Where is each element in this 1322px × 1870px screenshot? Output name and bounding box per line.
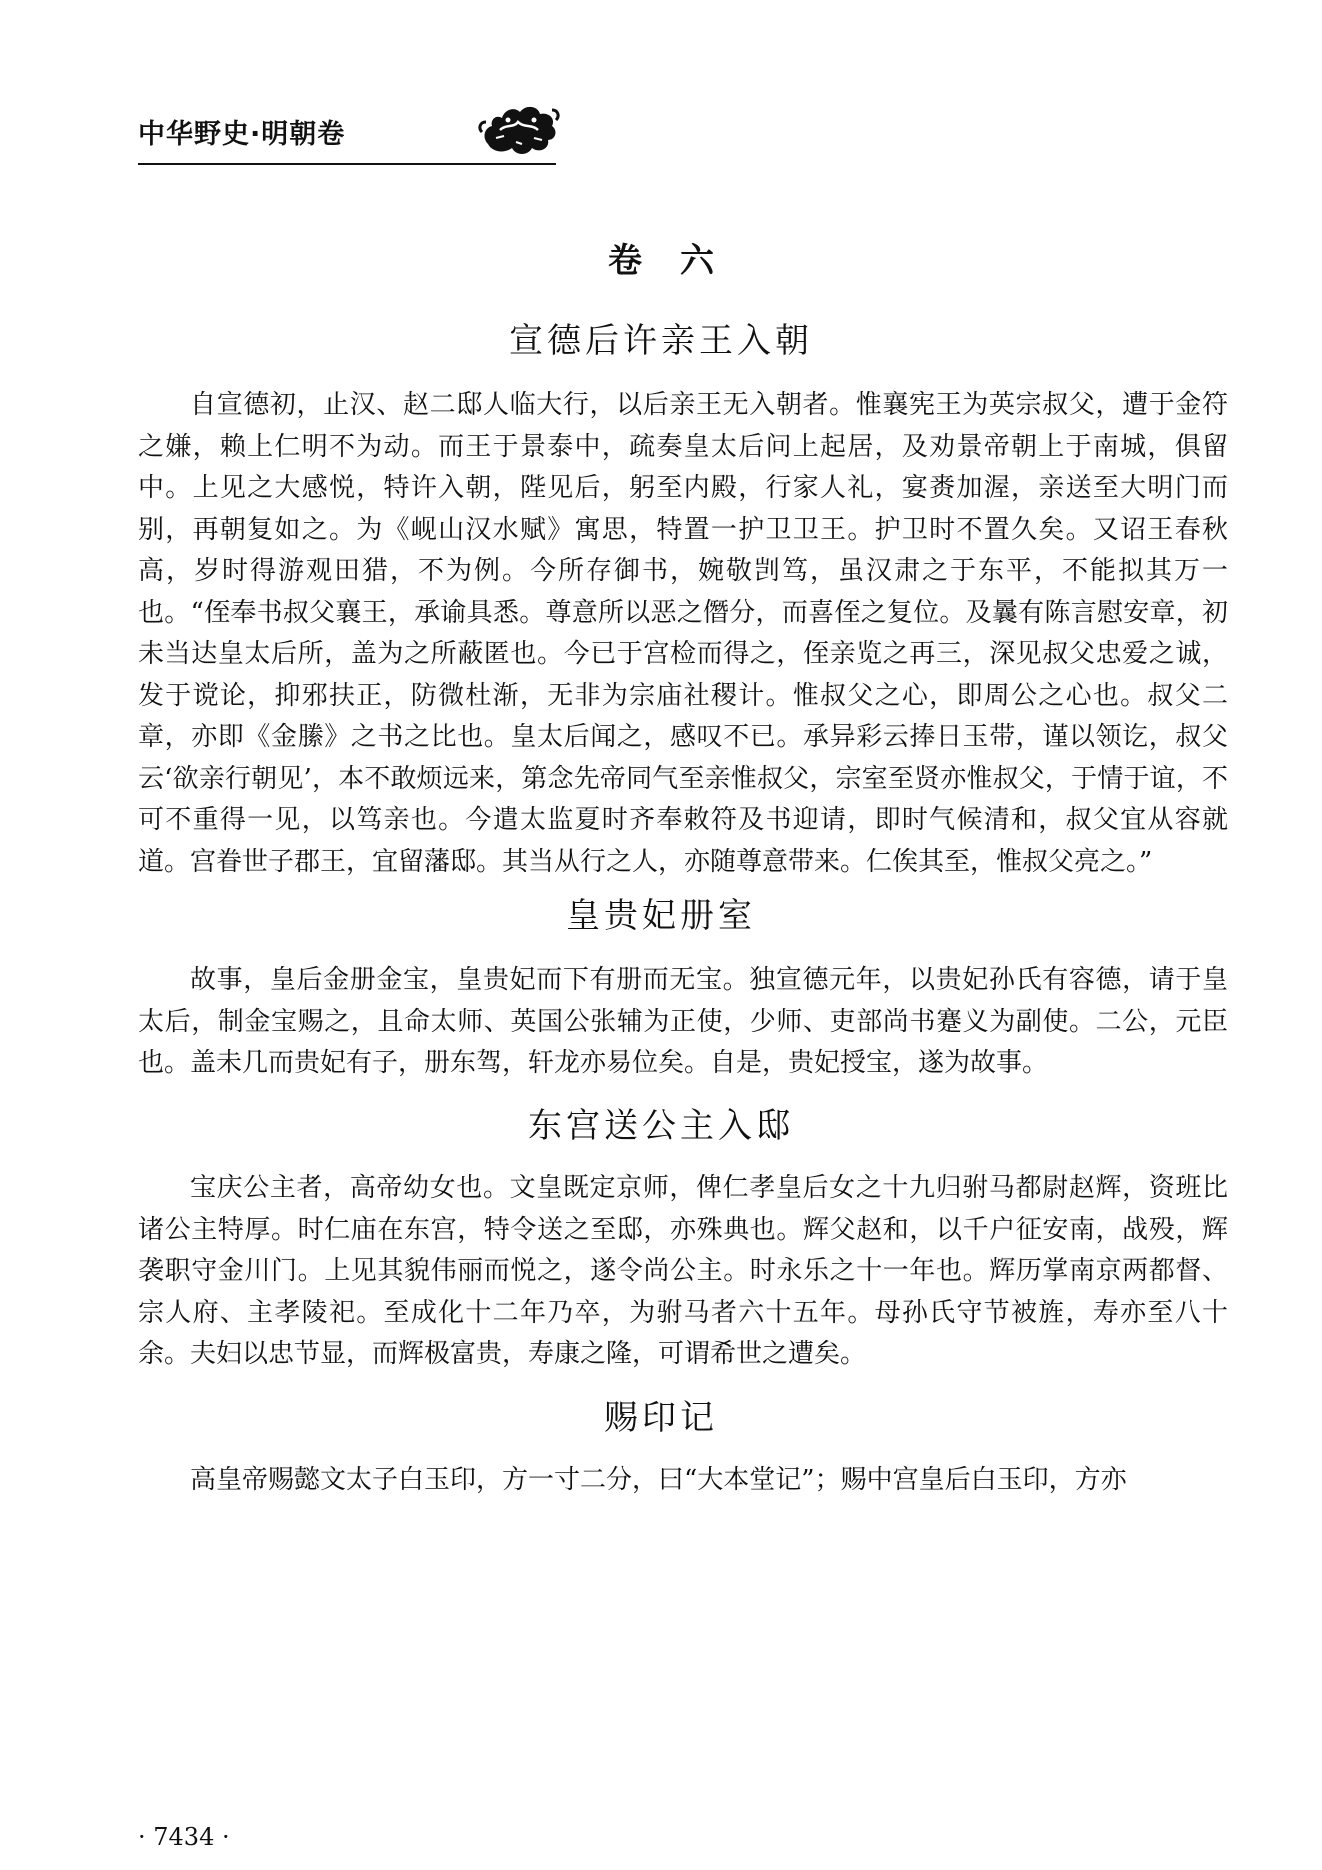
section-title: 东宫送公主入邸 (528, 1106, 794, 1146)
dragon-emblem-icon (478, 98, 560, 160)
section-paragraph: 高皇帝赐懿文太子白玉印，方一寸二分，曰“大本堂记”；赐中宫皇后白玉印，方亦 (190, 1465, 1127, 1495)
section-paragraph: 自宣德初，止汉、赵二邸人临大行，以后亲王无入朝者。惟襄宪王为英宗叔父，遭于金符之嫌，赖上仁明不为动。而王于景泰中，疏奏皇太后问上起居，及劝景帝朝上于南城，俱留中。上见之大感悦，特许入朝，陛见后，躬至内殿，行家人礼，宴赉加渥，亲送至大明门而别，再朝复如之。为《岘山汉水赋》寓思，特置一护卫卫王。护卫时不置久矣。又诏王春秋高，岁时得游观田猎，不为例。今所存御书，婉敬剀笃，虽汉肃之于东平，不能拟其万一也。“侄奉书叔父襄王，承谕具悉。尊意所以恶之僭分，而喜侄之复位。及曩有陈言慰安章，初未当达皇太后所，盖为之所蔽匿也。今已于宫检而得之，侄亲览之再三，深见叔父忠爱之诚，发于谠论，抑邪扶正，防微杜渐，无非为宗庙社稷计。惟叔父之心，即周公之心也。叔父二章，亦即《金縢》之书之比也。皇太后闻之，感叹不已。承异彩云捧日玉带，谨以领讫，叔父云‘欲亲行朝见’，本不敢烦远来，第念先帝同气至亲惟叔父，宗室至贤亦惟叔父，于情于谊，不可不重得一见，以笃亲也。今遣太监夏时齐奉敕符及书迎请，即时气候清和，叔父宜从容就道。宫眷世子郡王，宜留藩邸。其当从行之人，亦随尊意带来。仁俟其至，惟叔父亮之。” (138, 390, 1228, 877)
header-rule (138, 163, 556, 165)
section-title: 赐印记 (604, 1398, 718, 1438)
section-paragraph: 故事，皇后金册金宝，皇贵妃而下有册而无宝。独宣德元年，以贵妃孙氏有容德，请于皇太后，制金宝赐之，且命太师、英国公张辅为正使，少师、吏部尚书蹇义为副使。二公，元臣也。盖未几而贵妃有子，册东驾，轩龙亦易位矣。自是，贵妃授宝，遂为故事。 (138, 965, 1228, 1078)
section-title: 皇贵妃册室 (566, 896, 756, 936)
running-header-title: 中华野史·明朝卷 (138, 119, 346, 150)
page-number: · 7434 · (138, 1823, 230, 1851)
section-paragraph: 宝庆公主者，高帝幼女也。文皇既定京师，俾仁孝皇后女之十九归驸马都尉赵辉，资班比诸公主特厚。时仁庙在东宫，特令送之至邸，亦殊典也。辉父赵和，以千户征安南，战殁，辉袭职守金川门。上见其貌伟丽而悦之，遂令尚公主。时永乐之十一年也。辉历掌南京两都督、宗人府、主孝陵祀。至成化十二年乃卒，为驸马者六十五年。母孙氏守节被旌，寿亦至八十余。夫妇以忠节显，而辉极富贵，寿康之隆，可谓希世之遭矣。 (138, 1173, 1228, 1369)
volume-title: 卷六 (608, 241, 752, 281)
section-title: 宣德后许亲王入朝 (509, 321, 813, 361)
